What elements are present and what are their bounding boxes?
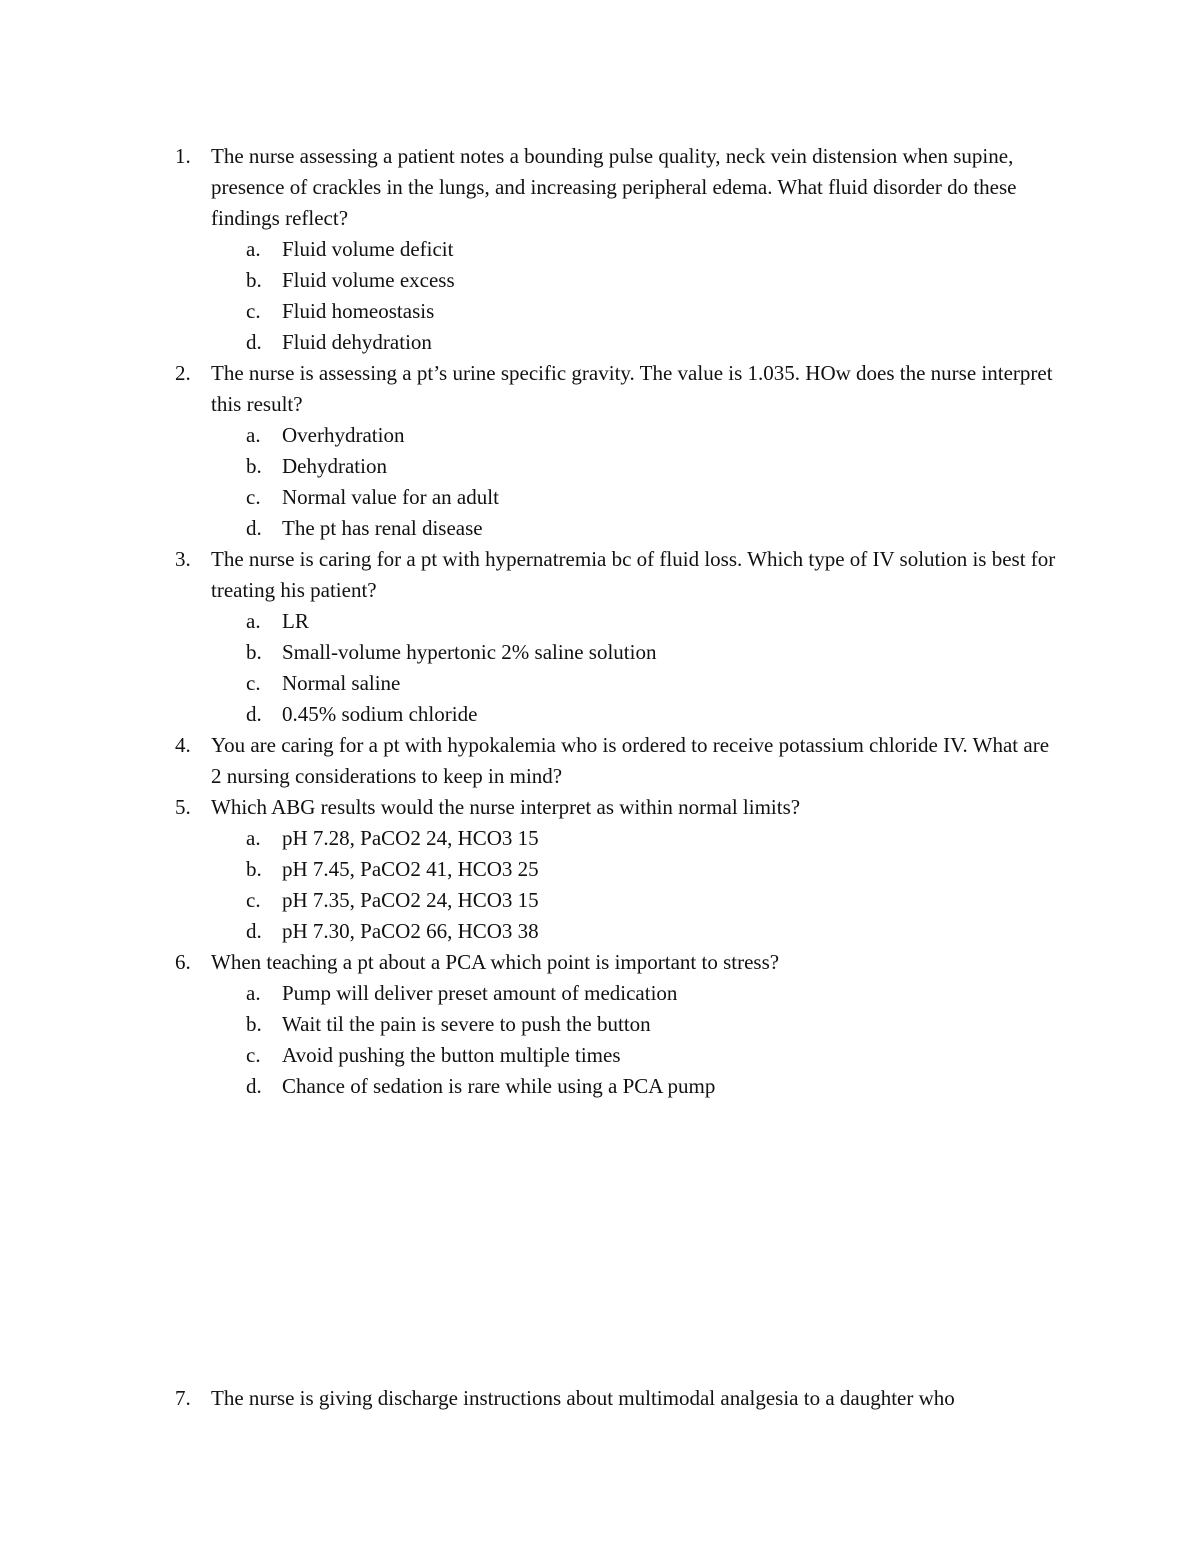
option-text: Fluid homeostasis bbox=[282, 299, 435, 323]
option-text: Avoid pushing the button multiple times bbox=[282, 1043, 621, 1067]
answer-option bbox=[0, 296, 1200, 327]
option-letter: b. bbox=[246, 857, 262, 881]
option-letter: d. bbox=[246, 702, 262, 726]
answer-option bbox=[0, 823, 1200, 854]
answer-option bbox=[0, 885, 1200, 916]
question-number: 1. bbox=[175, 144, 191, 168]
answer-option bbox=[0, 606, 1200, 637]
option-letter: a. bbox=[246, 609, 261, 633]
question-number: 4. bbox=[175, 733, 191, 757]
answer-option bbox=[0, 327, 1200, 358]
option-text: Chance of sedation is rare while using a PCA pump bbox=[282, 1074, 716, 1098]
option-text: Small-volume hypertonic 2% saline solution bbox=[282, 640, 657, 664]
answer-option bbox=[0, 234, 1200, 265]
question-7 bbox=[0, 1383, 1200, 1414]
question-text: The nurse is assessing a pt’s urine specific gravity. The value is 1.035. HOw does the nurse interpret this result? bbox=[211, 361, 1053, 416]
option-letter: a. bbox=[246, 237, 261, 261]
question-number: 6. bbox=[175, 950, 191, 974]
option-letter: b. bbox=[246, 640, 262, 664]
question-4 bbox=[0, 730, 1200, 792]
option-letter: d. bbox=[246, 330, 262, 354]
answer-option bbox=[0, 265, 1200, 296]
option-text: pH 7.30, PaCO2 66, HCO3 38 bbox=[282, 919, 539, 943]
answer-option bbox=[0, 637, 1200, 668]
option-text: Overhydration bbox=[282, 423, 405, 447]
option-text: pH 7.35, PaCO2 24, HCO3 15 bbox=[282, 888, 539, 912]
option-letter: a. bbox=[246, 826, 261, 850]
option-text: 0.45% sodium chloride bbox=[282, 702, 478, 726]
question-6 bbox=[0, 947, 1200, 1102]
option-text: LR bbox=[282, 609, 309, 633]
option-letter: a. bbox=[246, 981, 261, 1005]
option-text: Fluid volume excess bbox=[282, 268, 455, 292]
question-2 bbox=[0, 358, 1200, 544]
option-letter: d. bbox=[246, 1074, 262, 1098]
answer-option bbox=[0, 978, 1200, 1009]
answer-option bbox=[0, 699, 1200, 730]
question-text: You are caring for a pt with hypokalemia who is ordered to receive potassium chloride IV. What are 2 nursing considerations to keep in mind? bbox=[211, 733, 1050, 788]
option-text: pH 7.28, PaCO2 24, HCO3 15 bbox=[282, 826, 539, 850]
option-letter: b. bbox=[246, 1012, 262, 1036]
option-letter: b. bbox=[246, 454, 262, 478]
question-number: 5. bbox=[175, 795, 191, 819]
option-text: pH 7.45, PaCO2 41, HCO3 25 bbox=[282, 857, 539, 881]
option-letter: c. bbox=[246, 671, 261, 695]
question-text: The nurse assessing a patient notes a bounding pulse quality, neck vein distension when supine, presence of crackles in the lungs, and increasing peripheral edema. What fluid disorder do these findings reflect? bbox=[211, 144, 1017, 230]
option-letter: c. bbox=[246, 485, 261, 509]
option-letter: b. bbox=[246, 268, 262, 292]
answer-option bbox=[0, 668, 1200, 699]
answer-option bbox=[0, 1009, 1200, 1040]
option-text: Fluid volume deficit bbox=[282, 237, 454, 261]
answer-option bbox=[0, 854, 1200, 885]
question-text: When teaching a pt about a PCA which point is important to stress? bbox=[211, 950, 780, 974]
question-number: 3. bbox=[175, 547, 191, 571]
option-letter: c. bbox=[246, 299, 261, 323]
option-letter: a. bbox=[246, 423, 261, 447]
option-text: Fluid dehydration bbox=[282, 330, 432, 354]
option-text: Normal saline bbox=[282, 671, 401, 695]
option-text: The pt has renal disease bbox=[282, 516, 483, 540]
option-letter: d. bbox=[246, 919, 262, 943]
answer-option bbox=[0, 1040, 1200, 1071]
option-text: Normal value for an adult bbox=[282, 485, 499, 509]
answer-option bbox=[0, 513, 1200, 544]
question-3 bbox=[0, 544, 1200, 730]
question-text: The nurse is caring for a pt with hypernatremia bc of fluid loss. Which type of IV solution is best for treating his patient? bbox=[211, 547, 1056, 602]
question-number: 7. bbox=[175, 1386, 191, 1410]
option-letter: c. bbox=[246, 888, 261, 912]
question-5 bbox=[0, 792, 1200, 947]
answer-option bbox=[0, 916, 1200, 947]
question-1 bbox=[0, 141, 1200, 358]
option-letter: c. bbox=[246, 1043, 261, 1067]
answer-option bbox=[0, 1071, 1200, 1102]
option-text: Dehydration bbox=[282, 454, 387, 478]
option-text: Pump will deliver preset amount of medication bbox=[282, 981, 678, 1005]
question-number: 2. bbox=[175, 361, 191, 385]
answer-option bbox=[0, 420, 1200, 451]
answer-option bbox=[0, 451, 1200, 482]
question-text: Which ABG results would the nurse interpret as within normal limits? bbox=[211, 795, 801, 819]
option-text: Wait til the pain is severe to push the button bbox=[282, 1012, 651, 1036]
answer-option bbox=[0, 482, 1200, 513]
option-letter: d. bbox=[246, 516, 262, 540]
question-text: The nurse is giving discharge instructions about multimodal analgesia to a daughter who bbox=[211, 1386, 955, 1410]
